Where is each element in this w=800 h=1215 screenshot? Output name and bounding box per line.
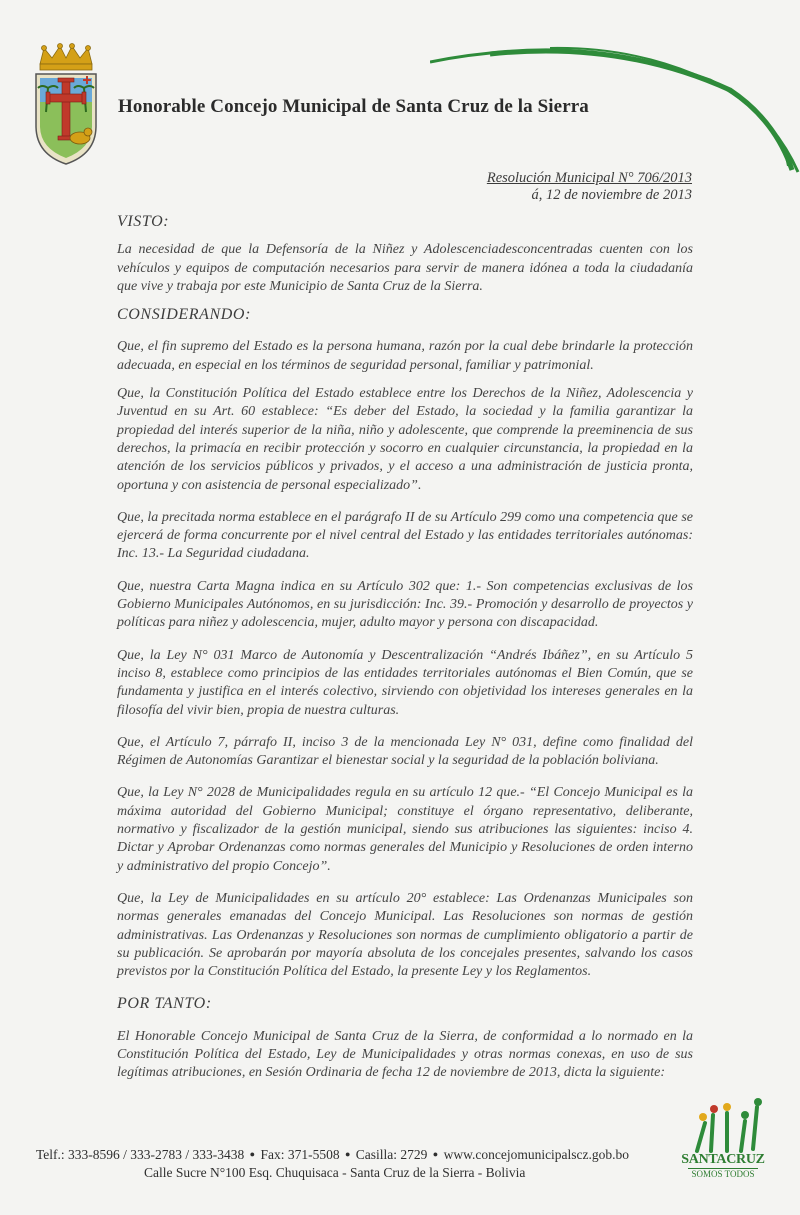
considerando-paragraph: Que, el fin supremo del Estado es la persona humana, razón por la cual debe brindarle la protección adecuada, en especial en los términos de seguridad personal, familiar y patrimonial. xyxy=(117,339,693,373)
document-body xyxy=(117,213,693,1083)
considerando-paragraph: Que, la Ley N° 2028 de Municipalidades regula en su artículo 12 que.- “El Concejo Municipal es la máxima autoridad del Gobierno Municipal; constituye el órgano representativo, deliberante, normativo y fiscalizador de la gestión municipal, siendo sus atribuciones las siguientes: inciso 4. Dictar y Aprobar Ordenanzas como normas generales del Municipio y Resoluciones de orden interno y administrativo del propio Concejo”. xyxy=(117,785,693,874)
footer-address: Calle Sucre N°100 Esq. Chuquisaca - Santa Cruz de la Sierra - Bolivia xyxy=(144,1165,526,1180)
considerando-paragraph: Que, la Ley N° 031 Marco de Autonomía y Descentralización “Andrés Ibáñez”, en su Artículo 5 inciso 8, establece como principios de las entidades territoriales autónomas el Bien Común, que se fundamenta y justifica en el interés colectivo, sirviendo con objetividad los intereses generales en la filosofía del vivir bien, propia de nuestra culturas. xyxy=(117,647,693,718)
footer-po-box: Casilla: 2729 xyxy=(355,1147,428,1162)
section-heading-visto: VISTO: xyxy=(117,213,170,230)
considerando-paragraph: Que, la precitada norma establece en el parágrafo II de su Artículo 299 como una competencia que se ejercerá de forma concurrente por el nivel central del Estado y las entidades territoriales autónomas: Inc. 13.- La Seguridad ciudadana. xyxy=(117,509,693,562)
considerando-paragraph: Que, la Ley de Municipalidades en su artículo 20° establece: Las Ordenanzas Municipales son normas generales emanadas del Concejo Municipal. Las Resoluciones son normas de gestión administrativas. Las Ordenanzas y Resoluciones son normas de cumplimiento obligatorio a partir de su publicación. Se aprobarán por mayoría absoluta de los concejales presentes, salvando los casos previstos por la Constitución Política del Estado, la presente Ley y los Reglamentos. xyxy=(117,890,693,980)
visto-paragraph: La necesidad de que la Defensoría de la Niñez y Adolescenciadesconcentradas cuenten con los vehículos y equipos de computación necesarios para servir de manera idónea a toda la ciudadanía que vive y trabaja por este Municipio de Santa Cruz de la Sierra. xyxy=(117,242,693,294)
resolution-number: Resolución Municipal N° 706/2013 xyxy=(486,170,692,186)
organization-title: Honorable Concejo Municipal de Santa Cruz de la Sierra xyxy=(118,96,589,117)
section-heading-por-tanto: POR TANTO: xyxy=(117,995,212,1013)
brand-name: SANTACRUZ xyxy=(681,1152,765,1167)
resolution-reference xyxy=(487,170,692,204)
header-swoosh-decoration xyxy=(430,40,800,175)
bullet-icon: ● xyxy=(432,1149,439,1159)
coat-of-arms-icon xyxy=(30,42,102,168)
bullet-icon: ● xyxy=(249,1149,256,1159)
por-tanto-paragraph: El Honorable Concejo Municipal de Santa Cruz de la Sierra, de conformidad a lo normado en la Constitución Política del Estado, Ley de Municipalidades y otras normas conexas, en uso de sus legítimas atribuciones, en Sesión Ordinaria de fecha 12 de noviembre de 2013, dicta la siguiente: xyxy=(117,1028,693,1081)
considerando-paragraph: Que, el Artículo 7, párrafo II, inciso 3 de la mencionada Ley N° 031, define como finalidad del Régimen de Autonomías Garantizar el bienestar social y la seguridad de la población boliviana. xyxy=(117,734,693,769)
footer-website: www.concejomunicipalscz.gob.bo xyxy=(443,1147,630,1162)
resolution-date: á, 12 de noviembre de 2013 xyxy=(531,187,692,203)
bullet-icon: ● xyxy=(344,1149,351,1159)
footer-fax: Fax: 371-5508 xyxy=(260,1147,340,1162)
footer-contact xyxy=(36,1145,676,1182)
considerando-paragraph: Que, la Constitución Política del Estado establece entre los Derechos de la Niñez, Adolescencia y Juventud en su Art. 60 establece: “Es deber del Estado, la sociedad y la familia garantizar la propiedad del interés superior de la niña, niño y adolescente, que comprende la preeminencia de sus derechos, la primacía en recibir protección y socorro en cualquier circunstancia, la propiedad en la atención de los servicios públicos y privados, y el acceso a una administración de justicia pronta, oportuna y con asistencia de personal especializado”. xyxy=(117,386,693,493)
considerando-paragraph: Que, nuestra Carta Magna indica en su Artículo 302 que: 1.- Son competencias exclusivas de los Gobierno Municipales Autónomos, en su jurisdicción: Inc. 39.- Promoción y desarrollo de proyectos y políticas para niñez y adolescencia, mujer, adulto mayor y persona con discapacidad. xyxy=(117,578,693,631)
brand-slogan: SOMOS TODOS xyxy=(688,1168,758,1179)
section-heading-considerando: CONSIDERANDO: xyxy=(117,306,252,324)
footer-phone: Telf.: 333-8596 / 333-2783 / 333-3438 xyxy=(36,1147,245,1162)
santa-cruz-brand xyxy=(680,1152,766,1179)
